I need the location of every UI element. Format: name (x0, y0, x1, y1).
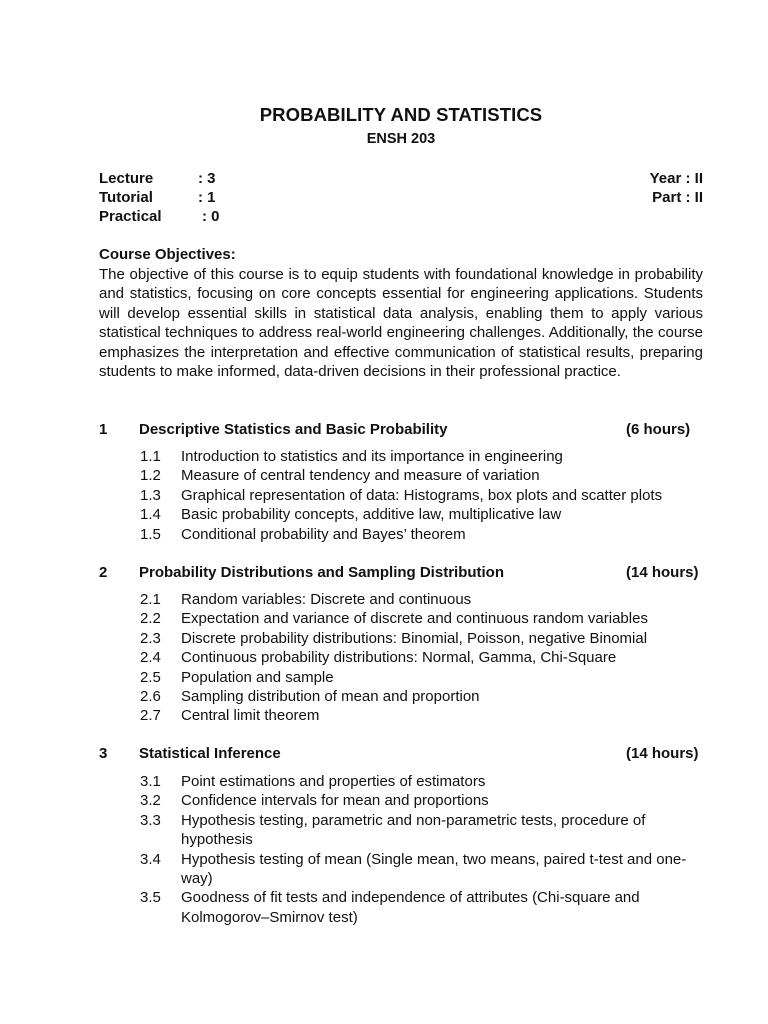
topic-text: Random variables: Discrete and continuous (181, 591, 472, 608)
topic-text: Central limit theorem (181, 707, 320, 725)
topic-text: Basic probability concepts, additive law, multiplicative law (181, 506, 562, 524)
unit-hours: (14 hours) (626, 745, 699, 762)
unit-hours: (14 hours) (626, 564, 699, 581)
topic-number: 2.4 (140, 649, 161, 667)
unit-2-topics (99, 590, 703, 726)
topic-item (99, 525, 703, 544)
topic-text: Hypothesis testing of mean (Single mean, two means, paired t-test and one-way) (181, 850, 687, 888)
topic-text: Conditional probability and Bayes’ theorem (181, 525, 466, 543)
topic-item (99, 648, 703, 667)
topic-item (99, 811, 703, 850)
objectives-heading: Course Objectives: (99, 246, 236, 263)
tutorial-value: : 1 (198, 189, 216, 206)
part-label: Part : II (652, 189, 703, 206)
topic-number: 3.3 (140, 811, 161, 829)
course-title: PROBABILITY AND STATISTICS (259, 104, 543, 125)
topic-number: 3.2 (140, 792, 161, 810)
topic-number: 3.4 (140, 850, 161, 868)
topic-item (99, 687, 703, 706)
topic-text: Graphical representation of data: Histograms, box plots and scatter plots (181, 486, 663, 504)
topic-number: 2.7 (140, 707, 161, 725)
topic-text: Confidence intervals for mean and proportions (181, 792, 489, 810)
topic-text: Hypothesis testing, parametric and non-parametric tests, procedure of hypothesis (181, 811, 646, 849)
unit-number: 3 (99, 745, 108, 762)
topic-item (99, 466, 703, 485)
tutorial-row (99, 189, 703, 209)
topic-number: 1.5 (140, 525, 161, 543)
topic-number: 2.3 (140, 629, 161, 647)
topic-item (99, 609, 703, 628)
topic-item (99, 850, 703, 889)
lecture-label: Lecture (99, 170, 154, 187)
tutorial-label: Tutorial (99, 189, 153, 206)
topic-number: 3.5 (140, 889, 161, 907)
objectives-paragraph: The objective of this course is to equip students with foundational knowledge in probability and statistics, focusing on core concepts essential for engineering applications. Students will develop essential skills in statistical data analysis, enabling them to apply various statistical techniques to address real-world engineering challenges. Additionally, the course emphasizes the interpretation and effective communication of statistical results, preparing students to make informed, data-driven decisions in their professional practice. (99, 266, 703, 381)
course-code: ENSH 203 (366, 131, 436, 147)
topic-item (99, 772, 703, 791)
topic-number: 2.6 (140, 688, 161, 706)
unit-title: Descriptive Statistics and Basic Probability (139, 421, 448, 438)
year-label: Year : II (649, 170, 703, 187)
topic-number: 3.1 (140, 773, 161, 790)
practical-label: Practical (99, 208, 162, 225)
unit-number: 1 (99, 421, 108, 438)
topic-text: Sampling distribution of mean and proportion (181, 688, 480, 706)
topic-text: Discrete probability distributions: Binomial, Poisson, negative Binomial (181, 629, 648, 647)
topic-number: 1.3 (140, 486, 161, 504)
topic-text: Expectation and variance of discrete and continuous random variables (181, 610, 648, 628)
topic-item (99, 447, 703, 466)
unit-2-heading (99, 564, 703, 584)
topic-text: Measure of central tendency and measure of variation (181, 467, 540, 485)
topic-item (99, 629, 703, 648)
topic-item (99, 791, 703, 810)
topic-item (99, 590, 703, 609)
topic-item (99, 888, 703, 927)
practical-value: : 0 (202, 208, 220, 225)
unit-hours: (6 hours) (626, 421, 691, 438)
topic-text: Introduction to statistics and its importance in engineering (181, 448, 563, 465)
topic-text: Population and sample (181, 668, 334, 686)
topic-number: 1.2 (140, 467, 161, 485)
topic-item (99, 505, 703, 524)
topic-number: 2.1 (140, 591, 161, 608)
unit-3-topics (99, 772, 703, 927)
lecture-row (99, 170, 703, 190)
topic-item (99, 706, 703, 725)
topic-text: Goodness of fit tests and independence of attributes (Chi-square and Kolmogorov–Smirnov test) (181, 889, 640, 926)
unit-number: 2 (99, 564, 108, 581)
topic-text: Continuous probability distributions: Normal, Gamma, Chi-Square (181, 649, 617, 667)
unit-3 (99, 745, 703, 927)
topic-item (99, 486, 703, 505)
practical-row (99, 208, 703, 228)
unit-title: Probability Distributions and Sampling Distribution (139, 564, 505, 581)
unit-2 (99, 564, 703, 726)
topic-number: 2.5 (140, 668, 161, 686)
unit-1 (99, 421, 703, 544)
unit-1-heading (99, 421, 703, 441)
unit-title: Statistical Inference (139, 745, 281, 762)
topic-item (99, 668, 703, 687)
lecture-value: : 3 (198, 170, 216, 187)
topic-number: 1.4 (140, 506, 161, 524)
topic-text: Point estimations and properties of estimators (181, 773, 486, 790)
unit-1-topics (99, 447, 703, 544)
unit-3-heading (99, 745, 703, 765)
topic-number: 2.2 (140, 610, 161, 628)
topic-number: 1.1 (140, 448, 161, 465)
